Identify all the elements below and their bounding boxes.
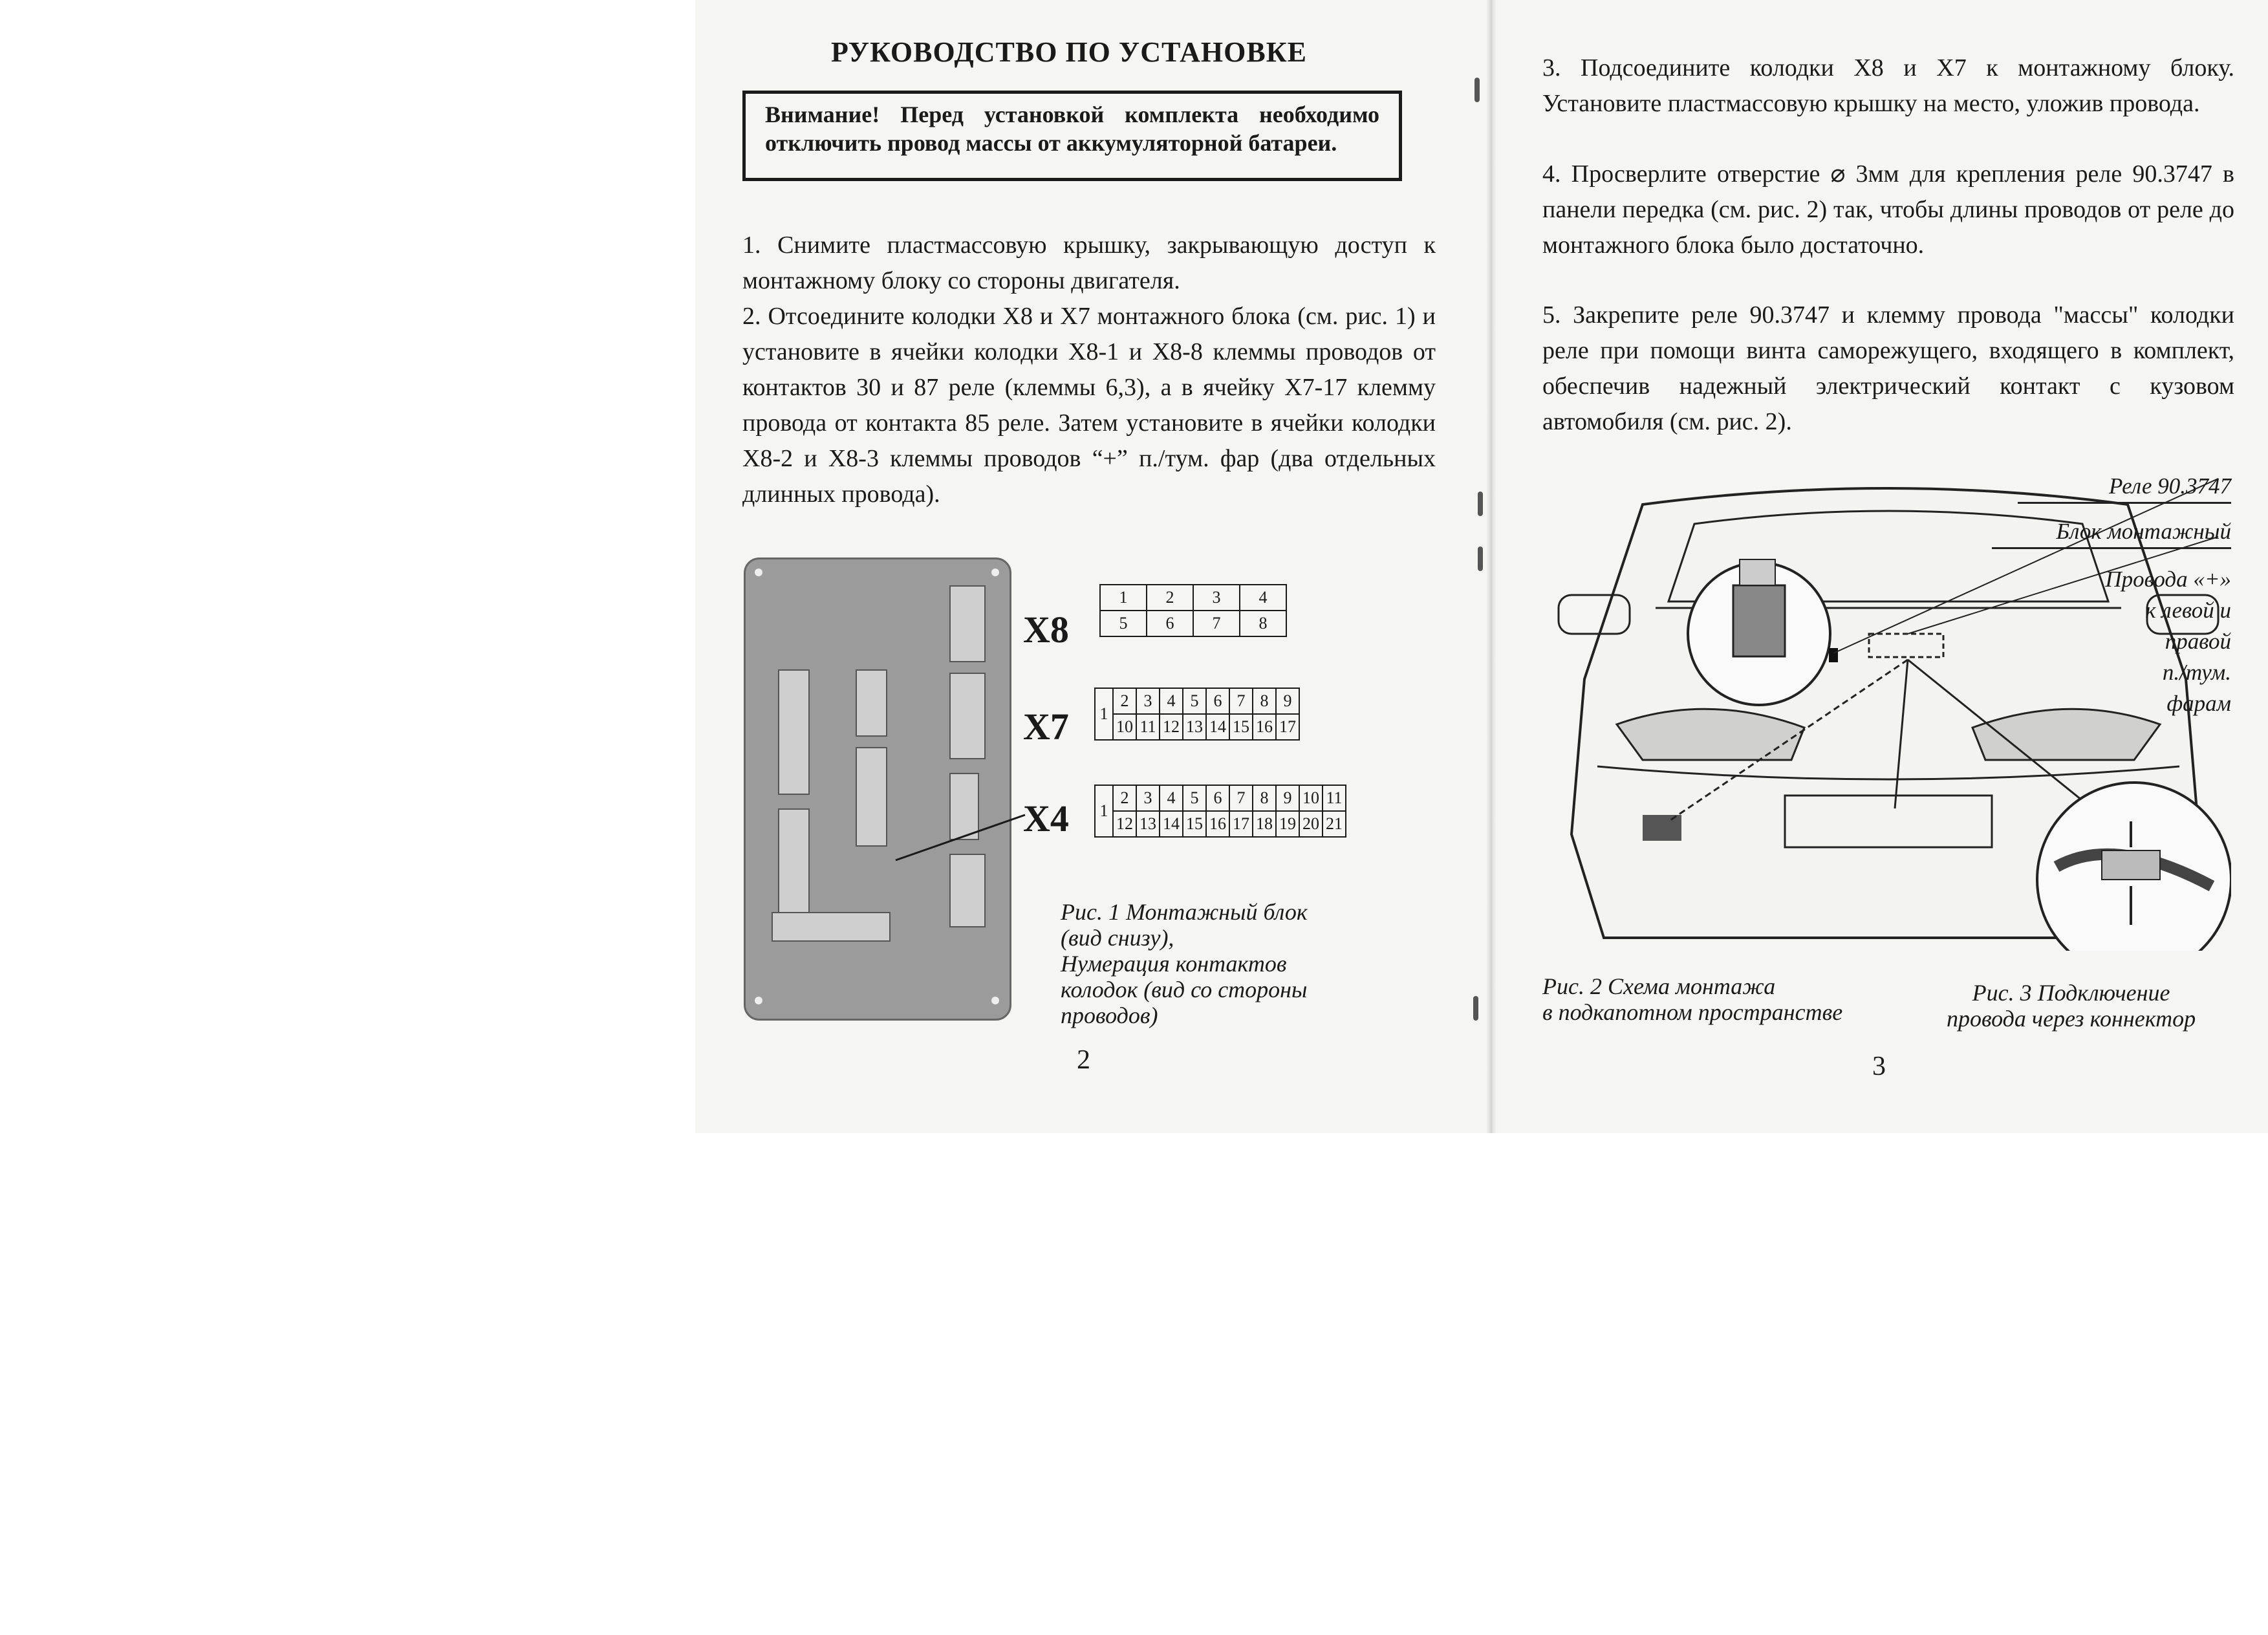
caption-line: провода через коннектор xyxy=(1947,1006,2196,1032)
pin-cell: 4 xyxy=(1160,688,1183,714)
caption-line: проводов) xyxy=(1061,1002,1158,1028)
pin-cell: 4 xyxy=(1240,585,1286,611)
pin-cell: 17 xyxy=(1276,714,1299,740)
pin-cell: 9 xyxy=(1276,785,1299,811)
pin-cell: 7 xyxy=(1193,611,1240,636)
caption-line: в подкапотном пространстве xyxy=(1542,999,1843,1025)
pin-cell: 10 xyxy=(1113,714,1136,740)
figure-1-caption xyxy=(1061,899,1308,1028)
caption-line: Рис. 2 Схема монтажа xyxy=(1542,973,1776,999)
step-4: 4. Просверлите отверстие ⌀ 3мм для крепления реле 90.3747 в панели передка (см. рис. 2) так, чтобы длины проводов от реле до монтажного блока было достаточно. xyxy=(1542,160,2234,259)
pin-cell: 3 xyxy=(1193,585,1240,611)
pin-cell: 12 xyxy=(1113,811,1136,837)
pin-cell: 6 xyxy=(1206,688,1229,714)
pin-cell: 5 xyxy=(1183,785,1206,811)
figure-3-caption xyxy=(1947,980,2196,1032)
pin-cell: 1 xyxy=(1100,585,1147,611)
caption-line: (вид снизу), xyxy=(1061,925,1174,951)
pin-cell: 1 xyxy=(1095,688,1113,740)
pin-cell: 2 xyxy=(1147,585,1193,611)
x7-pin-diagram xyxy=(1094,688,1300,741)
pin-cell: 7 xyxy=(1229,688,1253,714)
pin-cell: 4 xyxy=(1160,785,1183,811)
label-mounting-block: Блок монтажный xyxy=(1992,516,2231,549)
step-2: 2. Отсоедините колодки Х8 и Х7 монтажного блока (см. рис. 1) и установите в ячейки колодки Х8-1 и Х8-8 клеммы проводов от контактов 30 и 87 реле (клеммы 6,3), а в ячейку Х7-17 клемму провода от контакта 85 реле. Затем установите в ячейки колодки Х8-2 и Х8-3 клеммы проводов “+” п./тум. фар (два отдельных длинных провода). xyxy=(742,303,1436,508)
pin-cell: 14 xyxy=(1206,714,1229,740)
page-fold xyxy=(1486,0,1496,1133)
pin-cell: 13 xyxy=(1183,714,1206,740)
step-5: 5. Закрепите реле 90.3747 и клемму провода "массы" колодки реле при помощи винта саморежущего, входящего в комплект, обеспечив надежный электрический контакт с кузовом автомобиля (см. рис. 2). xyxy=(1542,301,2234,435)
label-line: фарам xyxy=(2166,691,2231,716)
pin-cell: 2 xyxy=(1113,688,1136,714)
pin-cell: 13 xyxy=(1136,811,1160,837)
pin-cell: 3 xyxy=(1136,688,1160,714)
pin-cell: 10 xyxy=(1299,785,1323,811)
pin-cell: 18 xyxy=(1253,811,1276,837)
connector-label-x7: X7 xyxy=(1023,706,1069,748)
pin-cell: 5 xyxy=(1183,688,1206,714)
pin-cell: 3 xyxy=(1136,785,1160,811)
binding-hole xyxy=(1473,996,1478,1021)
pin-cell: 16 xyxy=(1206,811,1229,837)
warning-box: Внимание! Перед установкой комплекта необходимо отключить провод массы от аккумуляторной батареи. xyxy=(742,91,1402,181)
pin-cell: 5 xyxy=(1100,611,1147,636)
pin-cell: 2 xyxy=(1113,785,1136,811)
figure-2-caption xyxy=(1542,973,1842,1025)
pin-cell: 8 xyxy=(1253,785,1276,811)
label-relay: Реле 90.3747 xyxy=(2018,471,2231,504)
page-title: РУКОВОДСТВО ПО УСТАНОВКЕ xyxy=(831,36,1307,68)
connector-label-x8: X8 xyxy=(1023,609,1069,651)
page-number-left: 2 xyxy=(1077,1045,1090,1075)
label-line: п./тум. xyxy=(2162,660,2231,685)
binding-hole xyxy=(1478,547,1483,571)
step-1: 1. Снимите пластмассовую крышку, закрывающую доступ к монтажному блоку со стороны двигателя. xyxy=(742,232,1436,294)
pin-cell: 21 xyxy=(1323,811,1346,837)
pin-cell: 19 xyxy=(1276,811,1299,837)
label-wires xyxy=(2018,564,2231,719)
x4-leader-line xyxy=(892,812,1028,863)
pin-cell: 15 xyxy=(1229,714,1253,740)
pin-cell: 15 xyxy=(1183,811,1206,837)
pin-cell: 11 xyxy=(1323,785,1346,811)
connector-label-x4: X4 xyxy=(1023,797,1069,839)
pin-cell: 12 xyxy=(1160,714,1183,740)
pin-cell: 6 xyxy=(1206,785,1229,811)
page-number-right: 3 xyxy=(1872,1052,1886,1081)
pin-cell: 1 xyxy=(1095,785,1113,837)
pin-cell: 14 xyxy=(1160,811,1183,837)
pin-cell: 8 xyxy=(1240,611,1286,636)
pin-cell: 20 xyxy=(1299,811,1323,837)
binding-hole xyxy=(1474,78,1480,102)
step-3: 3. Подсоедините колодки Х8 и Х7 к монтажному блоку. Установите пластмассовую крышку на место, уложив провода. xyxy=(1542,54,2234,117)
label-line: правой xyxy=(2165,629,2231,654)
caption-line: Рис. 1 Монтажный блок xyxy=(1061,899,1308,925)
pin-cell: 17 xyxy=(1229,811,1253,837)
caption-line: Нумерация контактов xyxy=(1061,951,1287,977)
pin-cell: 6 xyxy=(1147,611,1193,636)
pin-cell: 8 xyxy=(1253,688,1276,714)
binding-hole xyxy=(1478,492,1483,516)
pin-cell: 16 xyxy=(1253,714,1276,740)
x8-pin-diagram xyxy=(1099,584,1287,637)
mounting-block-photo xyxy=(744,558,1011,1021)
pin-cell: 11 xyxy=(1136,714,1160,740)
pin-cell: 9 xyxy=(1276,688,1299,714)
caption-line: Рис. 3 Подключение xyxy=(1972,980,2170,1006)
label-line: к левой и xyxy=(2145,598,2231,623)
label-line: Провода «+» xyxy=(2105,567,2231,592)
x4-pin-diagram xyxy=(1094,785,1346,838)
pin-cell: 7 xyxy=(1229,785,1253,811)
caption-line: колодок (вид со стороны xyxy=(1061,977,1308,1002)
